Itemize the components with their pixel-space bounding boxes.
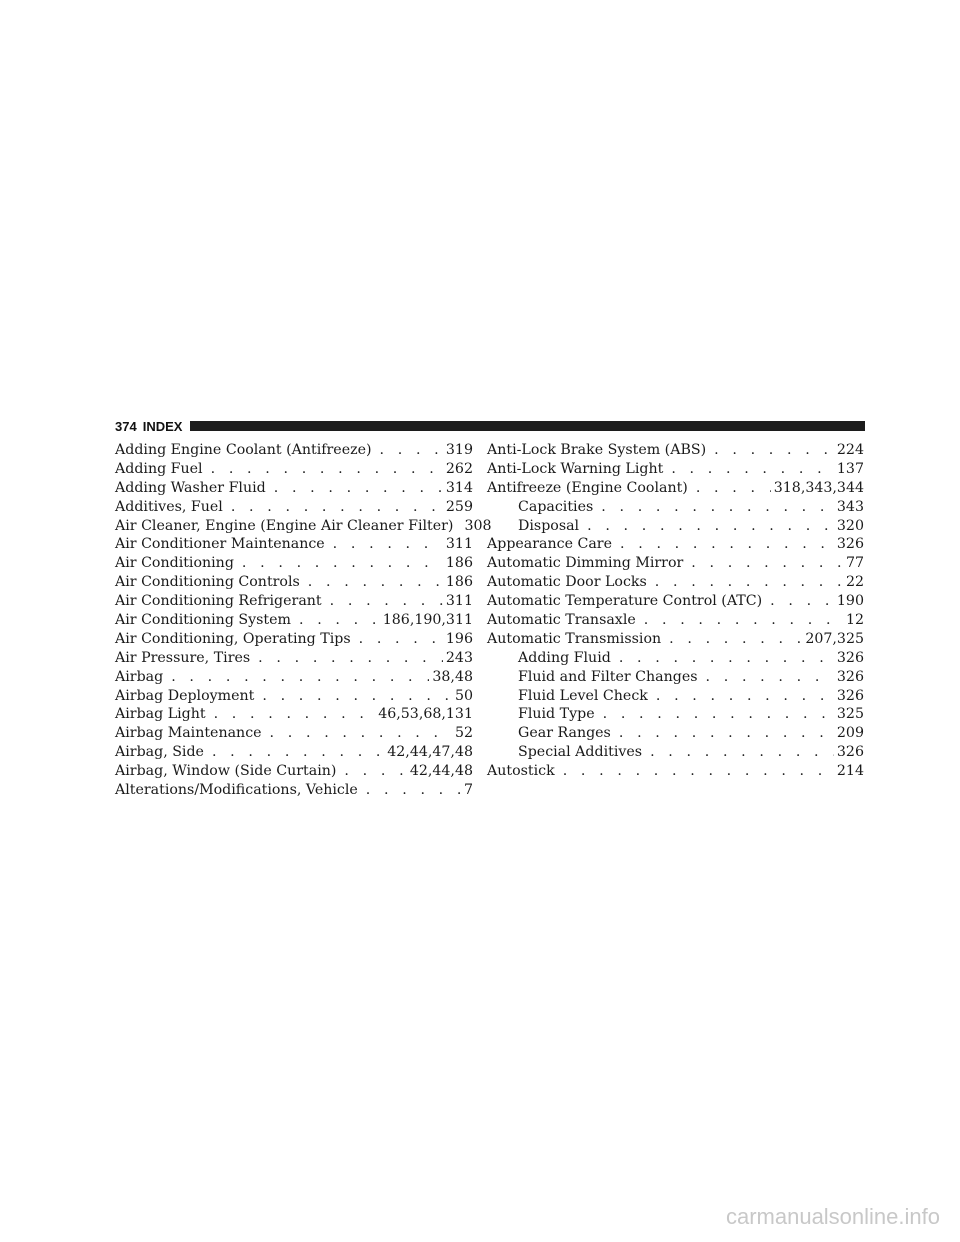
page-number: 374 (115, 418, 137, 434)
dot-leader (656, 687, 834, 706)
index-entry (487, 554, 864, 573)
dot-leader (671, 460, 834, 479)
index-page-refs: 308 (464, 517, 492, 534)
dot-leader (655, 573, 843, 592)
index-term: Automatic Temperature Control (ATC) (487, 593, 763, 610)
dot-leader (359, 630, 443, 649)
index-page-refs: 42,44,48 (409, 763, 473, 780)
index-page-refs: 12 (845, 612, 864, 629)
index-entry (487, 611, 864, 630)
dot-leader (619, 649, 834, 668)
index-page-refs: 214 (836, 763, 864, 780)
index-term: Air Pressure, Tires (115, 649, 251, 666)
index-term: Airbag, Window (Side Curtain) (115, 763, 337, 780)
dot-leader (770, 592, 834, 611)
index-page-refs: 259 (445, 498, 473, 515)
section-title: INDEX (142, 418, 183, 434)
index-term: Air Conditioning, Operating Tips (115, 630, 351, 647)
index-term: Adding Fuel (115, 460, 203, 477)
index-entry (115, 762, 473, 781)
index-term: Fluid Level Check (518, 687, 648, 704)
index-term: Air Conditioning Controls (115, 574, 300, 591)
index-column-right (487, 441, 864, 781)
index-term: Fluid and Filter Changes (518, 668, 698, 685)
watermark: carmanualsonline.info (725, 1204, 940, 1229)
index-term: Capacities (518, 498, 594, 515)
index-term: Alterations/Modifications, Vehicle (115, 782, 358, 799)
index-entry (115, 743, 473, 762)
index-page-refs: 311 (445, 593, 473, 610)
index-page-refs: 77 (845, 555, 864, 572)
index-page-refs: 326 (836, 649, 864, 666)
dot-leader (601, 498, 834, 517)
dot-leader (270, 724, 452, 743)
index-entry (487, 535, 864, 554)
dot-leader (262, 687, 452, 706)
index-page-refs: 186,190,311 (382, 612, 473, 629)
index-subentry (487, 687, 864, 706)
index-subentry (487, 498, 864, 517)
index-page-refs: 326 (836, 668, 864, 685)
index-subentry (487, 668, 864, 687)
index-entry (487, 762, 864, 781)
dot-leader (242, 554, 443, 573)
index-page-refs: 325 (836, 706, 864, 723)
index-entry (115, 611, 473, 630)
dot-leader (714, 441, 834, 460)
index-term: Adding Washer Fluid (115, 479, 266, 496)
dot-leader (696, 479, 771, 498)
index-entry (115, 781, 473, 800)
index-term: Automatic Dimming Mirror (487, 555, 684, 572)
index-term: Air Conditioning (115, 555, 234, 572)
dot-leader (380, 441, 443, 460)
index-term: Disposal (518, 517, 580, 534)
index-entry (115, 592, 473, 611)
index-entry (115, 649, 473, 668)
index-page-refs: 207,325 (805, 630, 864, 647)
dot-leader (691, 554, 843, 573)
index-entry (487, 460, 864, 479)
index-subentry (487, 649, 864, 668)
index-page-refs: 38,48 (432, 668, 473, 685)
index-term: Air Conditioning System (115, 612, 291, 629)
index-page-refs: 196 (445, 630, 473, 647)
index-entry (115, 441, 473, 460)
index-term: Airbag Light (115, 706, 206, 723)
dot-leader (366, 781, 461, 800)
index-entry (115, 554, 473, 573)
index-entry (115, 724, 473, 743)
index-subentry (487, 517, 864, 536)
index-term: Air Conditioner Maintenance (115, 536, 325, 553)
dot-leader (644, 611, 843, 630)
dot-leader (706, 668, 834, 687)
index-page-refs: 186 (445, 574, 473, 591)
index-term: Autostick (487, 763, 555, 780)
index-entry (115, 687, 473, 706)
index-entry (115, 479, 473, 498)
index-term: Airbag Maintenance (115, 725, 262, 742)
index-term: Airbag Deployment (115, 687, 255, 704)
dot-leader (620, 535, 834, 554)
dot-leader (274, 479, 443, 498)
index-column-left (115, 441, 492, 800)
index-page-refs: 186 (445, 555, 473, 572)
index-page-refs: 190 (836, 593, 864, 610)
index-term: Special Additives (518, 744, 643, 761)
index-page-refs: 137 (836, 460, 864, 477)
dot-leader (669, 630, 802, 649)
index-term: Gear Ranges (518, 725, 611, 742)
page-header (115, 417, 865, 435)
index-page-refs: 262 (445, 460, 473, 477)
dot-leader (330, 592, 443, 611)
index-term: Air Cleaner, Engine (Engine Air Cleaner Filter) (115, 517, 454, 534)
index-subentry (487, 743, 864, 762)
index-entry (115, 573, 473, 592)
index-entry (115, 460, 473, 479)
index-page-refs: 319 (445, 442, 473, 458)
index-term: Automatic Transmission (487, 630, 662, 647)
index-term: Anti-Lock Warning Light (487, 460, 664, 477)
index-term: Automatic Transaxle (487, 612, 636, 629)
index-term: Air Conditioning Refrigerant (115, 593, 322, 610)
index-term: Appearance Care (487, 536, 612, 553)
index-term: Airbag, Side (115, 744, 204, 761)
index-page-refs: 326 (836, 744, 864, 761)
index-term: Antifreeze (Engine Coolant) (487, 479, 688, 496)
dot-leader (333, 535, 443, 554)
index-entry (487, 592, 864, 611)
index-term: Adding Fluid (518, 649, 611, 666)
index-page-refs: 311 (445, 536, 473, 553)
index-page-refs: 46,53,68,131 (378, 706, 473, 723)
index-page-refs: 7 (463, 782, 473, 799)
dot-leader (563, 762, 834, 781)
index-page-refs: 326 (836, 687, 864, 704)
index-page-refs: 320 (836, 517, 864, 534)
index-entry (115, 535, 473, 554)
dot-leader (212, 743, 384, 762)
dot-leader (214, 705, 376, 724)
index-term: Adding Engine Coolant (Antifreeze) (115, 442, 372, 458)
index-term: Airbag (115, 668, 164, 685)
index-entry (115, 705, 473, 724)
index-entry (115, 517, 492, 536)
index-page-refs: 314 (445, 479, 473, 496)
index-subentry (487, 724, 864, 743)
index-entry (115, 668, 473, 687)
index-page-refs: 50 (454, 687, 473, 704)
dot-leader (171, 668, 429, 687)
dot-leader (231, 498, 443, 517)
index-page-refs: 343 (836, 498, 864, 515)
dot-leader (308, 573, 443, 592)
dot-leader (603, 705, 834, 724)
header-rule (190, 421, 865, 431)
index-subentry (487, 705, 864, 724)
index-page-refs: 243 (445, 649, 473, 666)
index-page-refs: 22 (845, 574, 864, 591)
dot-leader (650, 743, 834, 762)
index-page-refs: 42,44,47,48 (387, 744, 473, 761)
index-entry (115, 630, 473, 649)
index-page-refs: 52 (454, 725, 473, 742)
dot-leader (258, 649, 443, 668)
dot-leader (344, 762, 406, 781)
index-page-refs: 209 (836, 725, 864, 742)
dot-leader (619, 724, 834, 743)
index-entry (487, 441, 864, 460)
index-page-refs: 326 (836, 536, 864, 553)
index-term: Anti-Lock Brake System (ABS) (487, 442, 707, 458)
index-term: Additives, Fuel (115, 498, 223, 515)
index-entry (487, 573, 864, 592)
index-term: Fluid Type (518, 706, 595, 723)
dot-leader (299, 611, 380, 630)
index-entry (115, 498, 473, 517)
index-page-refs: 318,343,344 (773, 479, 864, 496)
dot-leader (211, 460, 443, 479)
index-term: Automatic Door Locks (487, 574, 647, 591)
dot-leader (587, 517, 834, 536)
index-entry (487, 630, 864, 649)
index-page-refs: 224 (836, 442, 864, 458)
index-entry (487, 479, 864, 498)
